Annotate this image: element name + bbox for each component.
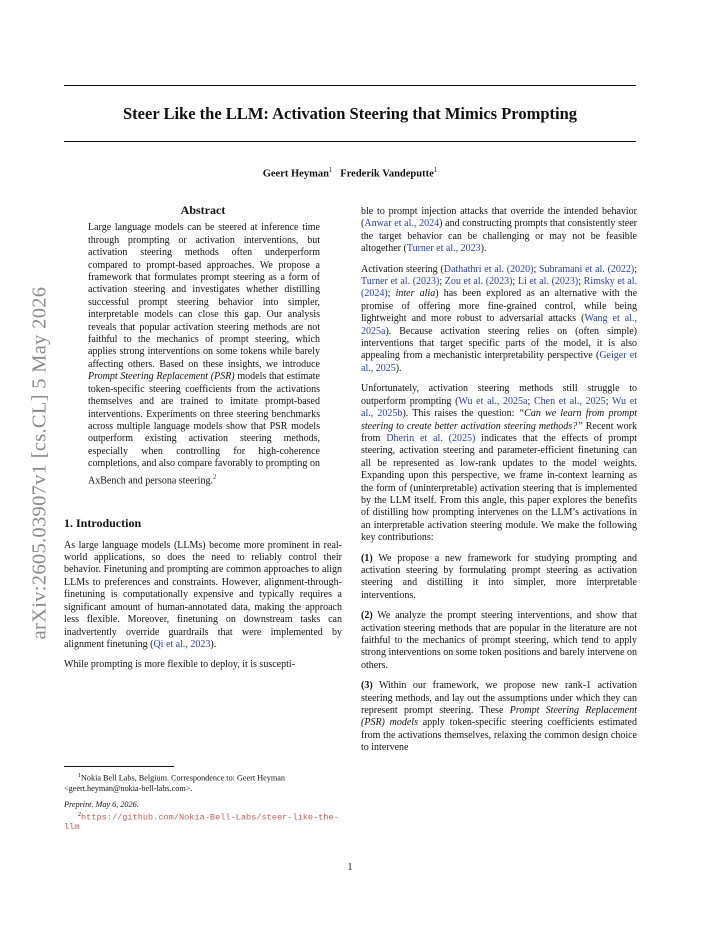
abstract-body (88, 222, 320, 487)
top-rule (64, 85, 636, 86)
citation-link[interactable]: Li et al. (2023) (517, 276, 579, 288)
paragraph-text: Unfortunately, activation steering methods still struggle to outperform prompting ( (361, 383, 637, 407)
citation-link[interactable]: Wu et al., 2025b (361, 395, 637, 420)
citation-link[interactable]: Wu et al., 2025a (458, 395, 528, 407)
paragraph-text: indicates that the effects of prompt steering, activation steering and parameter-efficient finetuning can all be represented as low-rank updates to the model weights. Expanding upon this perspective, we frame in-context learning as the form of (uninterpretable) activation steering that is implemented by the LLM itself. From this angle, this paper explores the benefits of distilling how prompting intervenes on the LLM’s activations in an interpretable activation steering module. We make the following key contributions: (361, 432, 637, 544)
citation-link[interactable]: Turner et al. (2023) (361, 276, 440, 288)
title-bottom-rule (64, 141, 636, 142)
citation-link[interactable]: Geiger et al., 2025 (361, 350, 637, 374)
citation-link[interactable]: Rimsky et al. (2024) (361, 276, 638, 300)
section-heading-introduction: 1. Introduction (64, 516, 142, 531)
research-question: “Can we learn from prompt steering to create better activation steering methods?” (361, 408, 637, 432)
footnote-separator (64, 766, 174, 767)
citation-link[interactable]: Dathathri et al. (2020) (443, 263, 534, 275)
contribution-1 (361, 553, 637, 603)
left-column (64, 204, 342, 680)
separator-text: ; (387, 288, 396, 300)
paragraph-text: We propose a new framework for studying prompting and activation steering by formulating prompt steering as activation steering and distilling it into simpler, more interpretable interventions. (361, 552, 637, 601)
citation-link[interactable]: Dherin et al. (2025) (386, 432, 476, 444)
paragraph-text: ) and constructing prompts that consistently steer the target behavior can be challenging or may not be feasible altogether ( (361, 218, 637, 255)
separator-text: ; (533, 263, 539, 275)
paragraph-text: ble to prompt injection attacks that override the intended behavior ( (361, 206, 637, 230)
citation-link[interactable]: Subramani et al. (2022) (539, 263, 635, 275)
github-url-link[interactable]: https://github.com/Nokia-Bell-Labs/steer-like-the-llm (64, 812, 339, 833)
citation-link[interactable]: Turner et al., 2023 (406, 243, 481, 255)
abstract-text: models that estimate token-specific steering coefficients from the activations themselves and are trained to imitate prompt-based interventions. Experiments on three steering benchmarks across multiple language models show that PSR models outperform existing activation steering methods, especially when controlling for high-coherence completions, and also compare favorably to prompting on AxBench and persona steering. (88, 371, 320, 486)
contribution-number: (3) (361, 680, 373, 692)
footnote-2 (64, 810, 342, 833)
footnote-mark: 2 (78, 811, 81, 818)
paragraph-text: Activation steering ( (361, 263, 444, 275)
contribution-2 (361, 610, 637, 672)
paragraph: While prompting is more flexible to deploy, it is suscepti- (64, 659, 295, 671)
footnote-text: Nokia Bell Labs, Belgium. Correspondence to: Geert Heyman <geert.heyman@nokia-bell-labs.com>. (64, 773, 285, 793)
paragraph-text: apply token-specific steering coefficients estimated from the activations themselves, relaxing the common design choice to intervene (361, 717, 637, 754)
separator-text: ; (578, 276, 584, 288)
separator-text: ; (527, 395, 534, 407)
right-column (361, 206, 637, 763)
paragraph (361, 206, 637, 256)
paper-title: Steer Like the LLM: Activation Steering that Mimics Prompting (123, 104, 577, 123)
separator-text: ; (512, 276, 518, 288)
author-name: Geert Heyman (262, 168, 329, 180)
contribution-3 (361, 680, 637, 754)
paragraph-text: ). (395, 362, 402, 374)
citation-link[interactable]: Wang et al., 2025a (361, 313, 637, 337)
author-affiliation-mark: 1 (328, 166, 333, 174)
footnote-1 (64, 771, 342, 794)
abstract-text: Large language models can be steered at inference time through prompting or activation interventions, but activation steering methods often underperform compared to prompt-based approaches. We propose a framework that formulates prompt steering as a form of activation steering and investigates whether distilling successful prompt steering behavior into simpler, interpretable models can close this gap. Our analysis reveals that popular activation steering methods are not faithful to the mechanics of prompt steering, which applies strong interventions on some tokens while barely affecting others. Based on these insights, we introduce (88, 222, 320, 370)
author-list (64, 166, 636, 180)
paragraph-text: Recent work from (361, 420, 637, 444)
paragraph-text: ). This raises the question: (402, 408, 519, 420)
author-name: Frederik Vandeputte (340, 168, 434, 180)
paragraph-text: ) has been explored as an alternative with the promise of offering more fine-grained control, while being lightweight and more robust to adversarial attacks ( (361, 288, 638, 325)
latin-phrase: inter alia (395, 288, 436, 300)
contribution-number: (1) (361, 552, 373, 564)
paragraph-text: Within our framework, we propose new rank-1 activation steering methods, and lay out the assumptions under which they can represent prompt steering. These (361, 680, 637, 717)
citation-link[interactable]: Qi et al., 2023 (153, 638, 211, 650)
author-affiliation-mark: 1 (433, 166, 438, 174)
footnote-mark: 1 (78, 773, 81, 779)
arxiv-watermark (30, 258, 50, 668)
citation-link[interactable]: Anwar et al., 2024 (364, 218, 440, 230)
separator-text: ; (439, 276, 445, 288)
paragraph-text: As large language models (LLMs) become more prominent in real-world applications, so does the need to reliably control their behavior. Finetuning and prompting are common approaches to align LLMs to preferences and constraints. However, alignment-through-finetuning is computationally expensive and typically requires a significant amount of human-annotated data, making the approach less flexible. Moreover, finetuning on downstream tasks can inadvertently override guardrails that were implemented by alignment finetuning ( (64, 539, 342, 650)
paragraph-text: ). Because activation steering relies on (often simple) interventions that target specific parts of the model, it is also appealing from a mechanistic interpretability perspective ( (361, 325, 637, 362)
citation-link[interactable]: Zou et al. (2023) (444, 276, 513, 288)
citation-link[interactable]: Chen et al., 2025 (533, 395, 606, 407)
paragraph-text: ). (480, 243, 487, 255)
psr-models-term: Prompt Steering Replacement (PSR) models (361, 705, 637, 729)
abstract-psr-term: Prompt Steering Replacement (PSR) (88, 371, 235, 383)
separator-text: ; (634, 263, 638, 275)
paragraph-text: ). (210, 638, 217, 650)
footnote-link[interactable]: 2 (212, 472, 217, 481)
paragraph (361, 383, 637, 544)
preprint-note: Preprint. May 6, 2026. (64, 799, 139, 809)
abstract-heading: Abstract (180, 203, 226, 217)
arxiv-identifier: arXiv:2605.03907v1 [cs.CL] 5 May 2026 (28, 286, 51, 640)
paragraph (361, 264, 637, 376)
contribution-number: (2) (361, 610, 373, 622)
paragraph (64, 540, 342, 652)
page-number: 1 (347, 862, 353, 873)
separator-text: ; (605, 395, 613, 407)
paragraph-text: We analyze the prompt steering interventions, and show that activation steering methods that are popular in the literature are not faithful to the mechanics of prompt steering, which tend to apply strong interventions on some token positions and barely intervene on others. (361, 610, 637, 671)
footnotes (64, 766, 342, 832)
